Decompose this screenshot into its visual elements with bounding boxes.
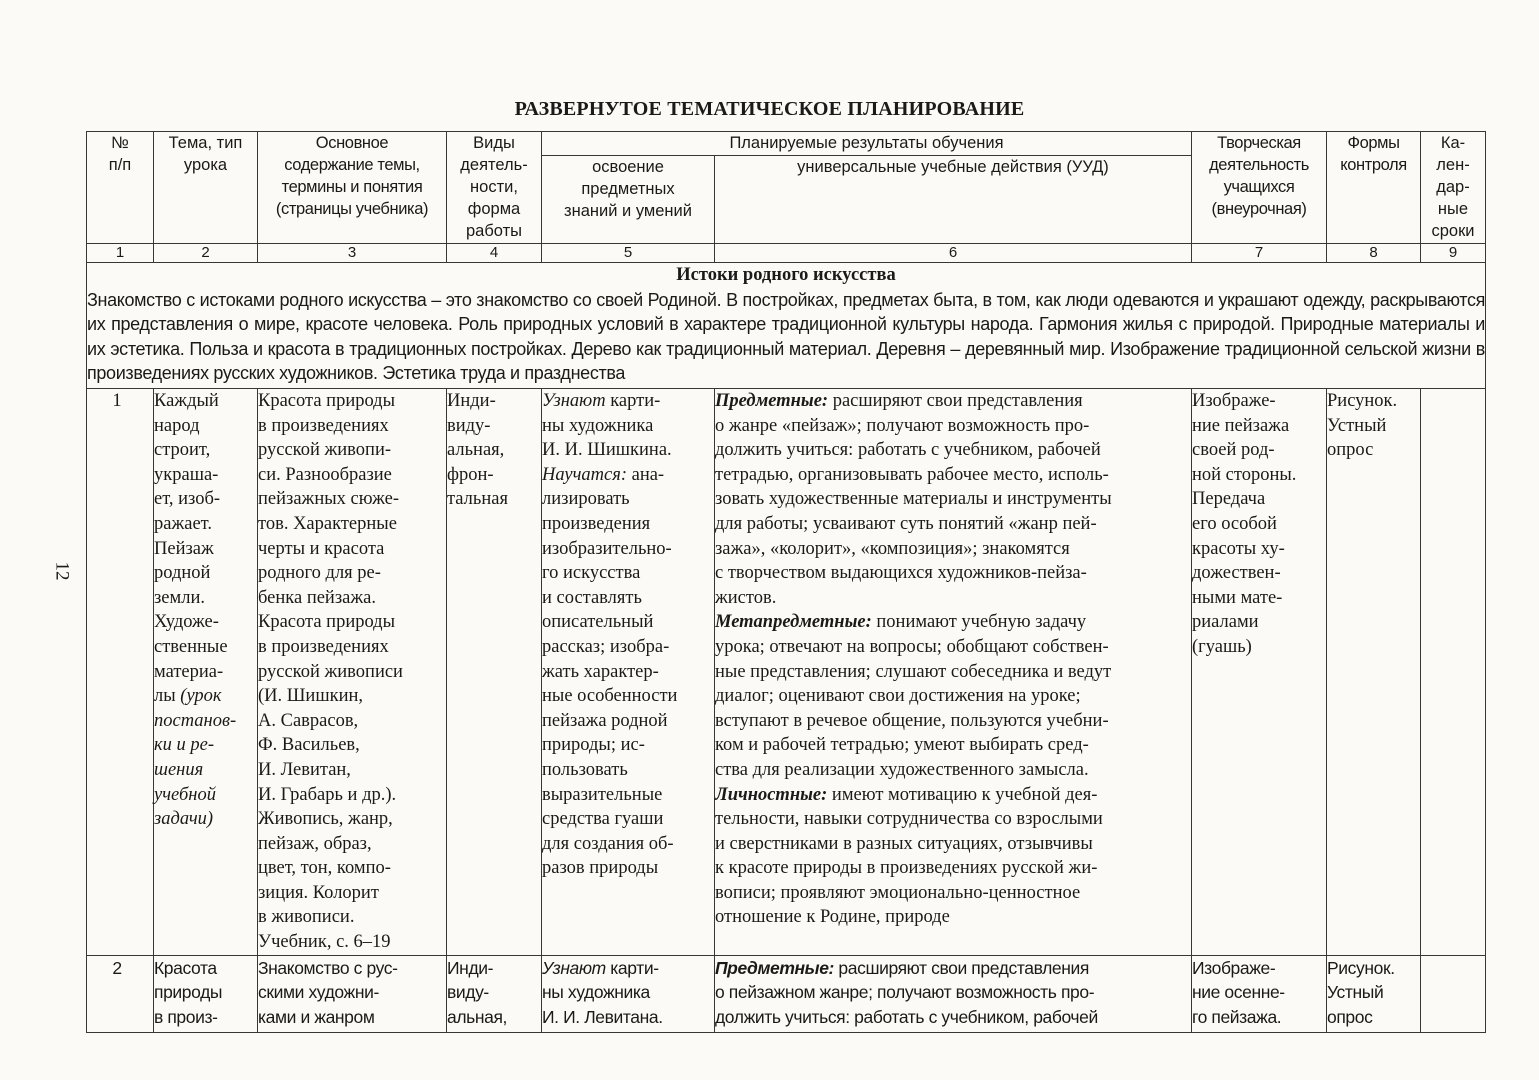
column-number: 1 xyxy=(87,244,154,263)
lesson-content: Знакомство с рус- скими художни- ками и жанром xyxy=(258,955,447,1032)
header-number: № п/п xyxy=(87,132,154,244)
control-forms: Рисунок. Устный опрос xyxy=(1327,389,1421,956)
section-cell xyxy=(87,263,1486,389)
page-number: 12 xyxy=(51,561,73,581)
column-number: 8 xyxy=(1327,244,1421,263)
section-row xyxy=(87,263,1486,389)
header-uud: универсальные учебные действия (УУД) xyxy=(715,156,1192,244)
lesson-content: Красота природы в произведениях русской живопи- си. Разнообразие пейзажных сюже- тов. Характерные черты и красота родного для ре- бенка пейзажа. Красота природы в произведениях русской живописи (И. Шишкин, А. Саврасов, Ф. Васильев, И. Левитан, И. Грабарь и др.). Живопись, жанр, пейзаж, образ, цвет, тон, компо- зиция. Колорит в живописи. Учебник, с. 6–19 xyxy=(258,389,447,956)
header-planned-results: Планируемые результаты обучения xyxy=(542,132,1192,156)
uud-results: Предметные: расширяют свои представления о жанре «пейзаж»; получают возможность про- должить учиться: работать с учебником, рабочей тетрадью, организовывать рабочее место, исполь- зовать художественные материалы и инструменты для работы; усваивают суть понятий «жанр пей- зажа», «колорит», «композиция»; знакомятся с творчеством выдающихся художников-пейза- жистов. Метапредметные: понимают учебную задачу урока; отвечают на вопросы; обобщают собствен- ные представления; слушают собеседника и ведут диалог; оценивают свои достижения на уроке; вступают в речевое общение, пользуются учебни- ком и рабочей тетрадью; умеют выбирать сред- ства для реализации художественного замысла. Личностные: имеют мотивацию к учебной дея- тельности, навыки сотрудничества со взрослыми и сверстниками в разных ситуациях, отзывчивы к красоте природы в произведениях русской жи- вописи; проявляют эмоционально-ценностное отношение к Родине, природе xyxy=(715,389,1192,956)
uud-results: Предметные: расширяют свои представления о пейзажном жанре; получают возможность про- должить учиться: работать с учебником, рабочей xyxy=(715,955,1192,1032)
table-row xyxy=(87,955,1486,1032)
header-creative-activity: Творческая деятельность учащихся (внеурочная) xyxy=(1192,132,1327,244)
table-row xyxy=(87,389,1486,956)
header-control-forms: Формы контроля xyxy=(1327,132,1421,244)
lesson-topic: Каждый народ строит, украша- ет, изоб- ражает. Пейзаж родной земли. Художе- ственные материа- лы (урок постанов- ки и ре- шения учебной задачи) xyxy=(154,389,258,956)
subject-results: Узнают карти- ны художника И. И. Шишкина. Научатся: ана- лизировать произведения изобразительно- го искусства и составлять описательный рассказ; изобра- жать характер- ные особенности пейзажа родной природы; ис- пользовать выразительные средства гуаши для создания об- разов природы xyxy=(542,389,715,956)
thematic-planning-table xyxy=(86,131,1486,1033)
calendar-dates xyxy=(1421,389,1486,956)
column-number: 5 xyxy=(542,244,715,263)
column-number: 7 xyxy=(1192,244,1327,263)
creative-activity: Изображе- ние пейзажа своей род- ной стороны. Передача его особой красоты ху- дожествен- ными мате- риалами (гуашь) xyxy=(1192,389,1327,956)
column-number: 4 xyxy=(447,244,542,263)
page-title: РАЗВЕРНУТОЕ ТЕМАТИЧЕСКОЕ ПЛАНИРОВАНИЕ xyxy=(514,98,1025,120)
creative-activity: Изображе- ние осенне- го пейзажа. xyxy=(1192,955,1327,1032)
section-title: Истоки родного искусства xyxy=(676,265,896,285)
lesson-number: 1 xyxy=(87,389,154,956)
calendar-dates xyxy=(1421,955,1486,1032)
lesson-topic: Красота природы в произ- xyxy=(154,955,258,1032)
activity-type: Инди- виду- альная, xyxy=(447,955,542,1032)
header-calendar-dates: Ка- лен- дар- ные сроки xyxy=(1421,132,1486,244)
subject-results: Узнают карти- ны художника И. И. Левитана. xyxy=(542,955,715,1032)
column-number: 6 xyxy=(715,244,1192,263)
header-topic: Тема, тип урока xyxy=(154,132,258,244)
header-content: Основное содержание темы, термины и понятия (страницы учебника) xyxy=(258,132,447,244)
section-description: Знакомство с истоками родного искусства – это знакомство со своей Родиной. В постройках, предметах быта, в том, как люди одеваются и украшают одежду, раскрываются их представления о мире, красоте человека. Роль природных условий в характере традиционной культуры народа. Гармония жилья с природой. Природные материалы и их эстетика. Польза и красота в традиционных постройках. Дерево как традиционный материал. Деревня – деревянный мир. Изображение традиционной сельской жизни в произведениях русских художников. Эстетика труда и празднества xyxy=(87,289,1486,383)
column-number: 3 xyxy=(258,244,447,263)
header-subject-knowledge: освоение предметных знаний и умений xyxy=(542,156,715,244)
column-number: 9 xyxy=(1421,244,1486,263)
lesson-number: 2 xyxy=(87,955,154,1032)
control-forms: Рисунок. Устный опрос xyxy=(1327,955,1421,1032)
column-number: 2 xyxy=(154,244,258,263)
column-numbers-row xyxy=(87,244,1486,263)
header-activity-types: Виды деятель- ности, форма работы xyxy=(447,132,542,244)
activity-type: Инди- виду- альная, фрон- тальная xyxy=(447,389,542,956)
